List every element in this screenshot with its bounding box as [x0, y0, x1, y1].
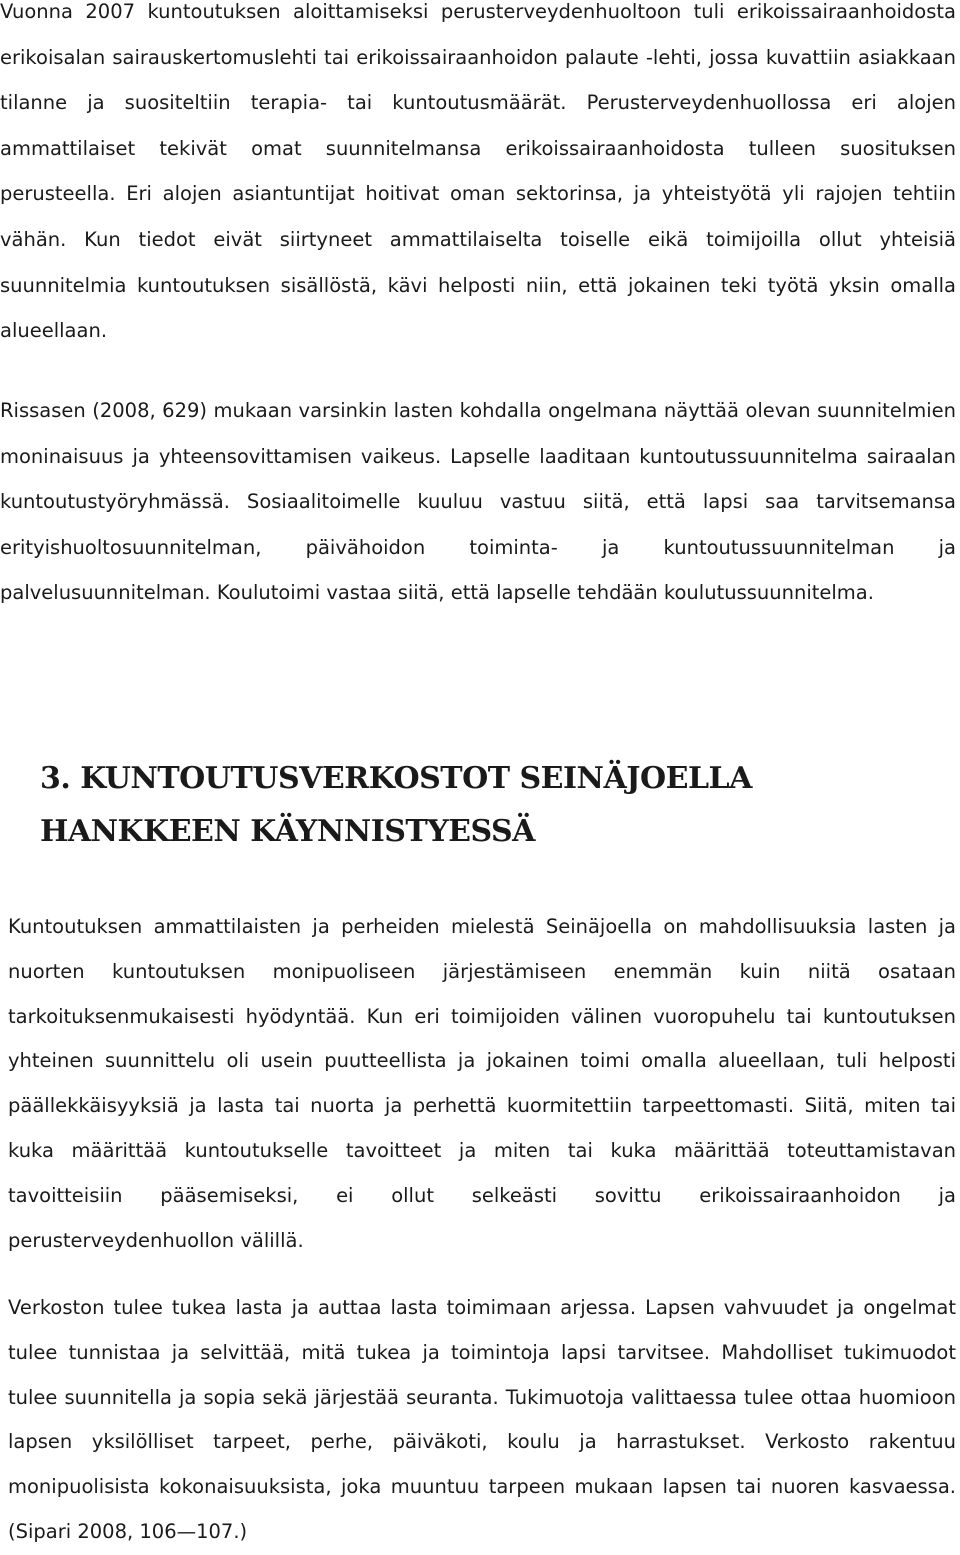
body-paragraph-4: Verkoston tulee tukea lasta ja auttaa lasta toimimaan arjessa. Lapsen vahvuudet ja ongelmat tulee tunnistaa ja selvittää, mitä tukea ja toimintoja lapsi tarvitsee. Mahdolliset tukimuodot tulee suunnitella ja sopia sekä järjestää seuranta. Tukimuotoja valittaessa tulee ottaa huomioon lapsen yksilölliset tarpeet, perhe, päiväkoti, koulu ja harrastukset. Verkosto rakentuu monipuolisista kokonaisuuksista, joka muuntuu tarpeen mukaan lapsen tai nuoren kasvaessa. (Sipari 2008, 106—107.): [8, 1296, 956, 1543]
body-paragraph-3: Kuntoutuksen ammattilaisten ja perheiden mielestä Seinäjoella on mahdollisuuksia lasten ja nuorten kuntoutuksen monipuoliseen järjestämiseen enemmän kuin niitä osataan tarkoituksenmukaisesti hyödyntää. Kun eri toimijoiden välinen vuoropuhelu tai kuntoutuksen yhteinen suunnittelu oli usein puutteellista ja jokainen toimi omalla alueellaan, tuli helposti päällekkäisyyksiä ja lasta tai nuorta ja perhettä kuormitettiin tarpeettomasti. Siitä, miten tai kuka määrittää kuntoutukselle tavoitteet ja miten tai kuka määrittää toteuttamistavan tavoitteisiin pääsemiseksi, ei ollut selkeästi sovittu erikoissairaanhoidon ja perusterveydenhuollon välillä.: [8, 915, 956, 1252]
body-paragraph-2: Rissasen (2008, 629) mukaan varsinkin lasten kohdalla ongelmana näyttää olevan suunnitelmien moninaisuus ja yhteensovittamisen vaikeus. Lapselle laaditaan kuntoutussuunnitelma sairaalan kuntoutustyöryhmässä. Sosiaalitoimelle kuuluu vastuu siitä, että lapsi saa tarvitsemansa erityishuoltosuunnitelman, päivähoidon toiminta- ja kuntoutussuunnitelman ja palvelusuunnitelman. Koulutoimi vastaa siitä, että lapselle tehdään koulutussuunnitelma.: [0, 399, 956, 605]
body-paragraph-1: Vuonna 2007 kuntoutuksen aloittamiseksi perusterveydenhuoltoon tuli erikoissairaanhoidosta erikoisalan sairauskertomuslehti tai erikoissairaanhoidon palaute -lehti, jossa kuvattiin asiakkaan tilanne ja suositeltiin terapia- tai kuntoutusmäärät. Perusterveydenhuollossa eri alojen ammattilaiset tekivät omat suunnitelmansa erikoissairaanhoidosta tulleen suosituksen perusteella. Eri alojen asiantuntijat hoitivat oman sektorinsa, ja yhteistyötä yli rajojen tehtiin vähän. Kun tiedot eivät siirtyneet ammattilaiselta toiselle eikä toimijoilla ollut yhteisiä suunnitelmia kuntoutuksen sisällöstä, kävi helposti niin, että jokainen teki työtä yksin omalla alueellaan.: [0, 0, 956, 343]
section-heading: 3. KUNTOUTUSVERKOSTOT SEINÄJOELLA HANKKEEN KÄYNNISTYESSÄ: [40, 761, 752, 849]
